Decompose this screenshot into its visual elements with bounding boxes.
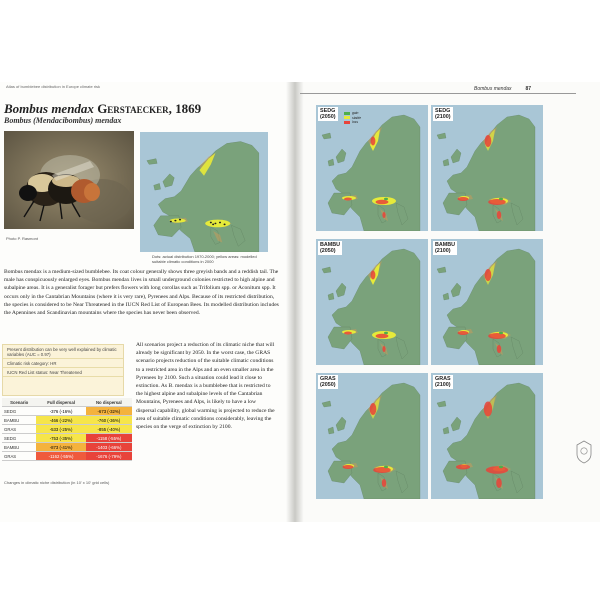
gain-area — [499, 332, 503, 334]
gain-area — [499, 198, 503, 200]
loss-area — [344, 198, 352, 201]
loss-area — [485, 135, 492, 147]
loss-area — [382, 346, 385, 352]
loss-area — [488, 199, 506, 205]
publisher-crest-icon — [576, 440, 592, 464]
description-paragraph: Bombus mendax is a medium-sized bumblebee. Its coat colour generally shows three greyish bands and a reddish tail. The male has conspicuously enlarged eyes. Bombus mendax lives in small underground colonies restricted to high alpine and subalpine areas. It is a generalist forager but prefers flowers with long corollas such as Trifolium spp. or Aconitum spp. It occurs only in the Cantabrian Mountains (where it is very rare), Pyrenees and Alps. Because of its restricted distribution, the species is considered to be Near Threatened in the IUCN Red List of European Bees. Its modelled distribution includes the Apennines and Scandinavian mountains where the species has never been observed. — [4, 269, 279, 317]
bumblebee-photo — [4, 131, 134, 229]
map-legend: gain stable loss — [344, 111, 361, 125]
modelled-area — [170, 218, 186, 222]
species-subgenus: Bombus (Mendacibombus) mendax — [4, 116, 122, 125]
species-title: Bombus mendax Gerstaecker, 1869 — [4, 101, 202, 116]
gain-area — [384, 466, 388, 468]
statistics-box — [2, 344, 124, 396]
map-label: SEDG (2050) — [320, 108, 336, 120]
scenario-discussion — [136, 341, 276, 431]
table-row: SEDG -376 (-16%) -673 (-32%) — [2, 407, 132, 416]
modelled-area — [205, 220, 230, 228]
loss-area — [370, 403, 377, 415]
stat-iucn-status: IUCN Red List status: Near Threatened — [3, 368, 123, 377]
loss-area — [458, 331, 469, 335]
main-distribution-map — [140, 132, 268, 252]
stat-risk-category: Climatic risk category: HR — [3, 359, 123, 368]
loss-area — [373, 467, 391, 473]
occurrence-dot — [224, 224, 226, 226]
loss-area — [376, 200, 389, 205]
table-header-full: Full dispersal — [36, 398, 85, 407]
gain-area — [384, 332, 388, 334]
table-row: SEDG -753 (-35%) -1158 (-55%) — [2, 434, 132, 443]
table-row: GRAS -533 (-25%) -855 (-40%) — [2, 425, 132, 434]
occurrence-dot — [179, 219, 181, 221]
occurrence-dot — [214, 223, 216, 225]
header-rule — [300, 93, 576, 94]
book-gutter — [286, 82, 304, 522]
loss-area — [486, 466, 508, 474]
table-caption: Changes in climatic niche distribution (in 10' x 10' grid cells) — [4, 480, 110, 485]
table-header-scenario: Scenario — [2, 398, 36, 407]
loss-area — [497, 345, 501, 353]
gain-area — [384, 198, 388, 200]
map-label: BAMBU (2100) — [435, 242, 456, 254]
map-label: GRAS (2100) — [435, 376, 451, 388]
species-description — [4, 268, 280, 317]
map-label: SEDG (2100) — [435, 108, 451, 120]
occurrence-dot — [219, 222, 221, 224]
occurrence-dot — [170, 221, 172, 223]
page-number: 87 — [525, 86, 532, 92]
occurrence-dot — [210, 222, 212, 224]
occurrence-dot — [174, 220, 176, 222]
stat-auc: Present distribution can be very well explained by climatic variables (AUC = 0.97) — [3, 345, 123, 359]
table-row: BAMBU -466 (-22%) -760 (-36%) — [2, 416, 132, 425]
loss-area — [484, 402, 492, 417]
loss-area — [458, 197, 469, 201]
loss-area — [344, 332, 352, 335]
map-caption: Dots: actual distribution 1970-2000; yellow areas: modelled suitable climatic conditions in 2000 — [152, 254, 257, 264]
map-label: GRAS (2050) — [320, 376, 336, 388]
running-header-left: Atlas of bumblebee distribution in Europe climate risk — [6, 84, 101, 89]
loss-area — [456, 465, 470, 470]
discussion-paragraph: All scenarios project a reduction of its climatic niche that will already be significant by 2050. In the worst case, the GRAS scenario projects reduction of the suitable climatic conditions to a restricted area in the Alps and an even smaller area in the Pyrenees by 2100. Such a situation could lead it close to extinction. As B. mendax is a bumblebee that is restricted to the highest alpine and subalpine levels of the Cantabrian Mountains, Pyrenees and Alps, is likely to have a low dispersal capability, global warming is projected to reduce the area of suitable climatic conditions considerably, leaving the species on the verge of extinction by 2100. — [136, 342, 275, 431]
loss-area — [371, 271, 376, 280]
gain-area — [499, 466, 503, 468]
map-bambu-2050 — [316, 239, 428, 365]
running-header-right: Bombus mendax 87 — [474, 86, 532, 92]
loss-area — [496, 478, 502, 488]
table-header-no: No dispersal — [86, 398, 132, 407]
loss-area — [382, 479, 386, 487]
loss-area — [371, 137, 376, 146]
map-sedg-2050 — [316, 105, 428, 231]
occurrence-dot — [212, 224, 214, 226]
map-label: BAMBU (2050) — [320, 242, 341, 254]
map-bambu-2100 — [431, 239, 543, 365]
map-gras-2100 — [431, 373, 543, 499]
loss-area — [485, 269, 492, 281]
photo-credit: Photo P. Rasmont — [6, 236, 38, 241]
loss-area — [488, 333, 506, 339]
map-gras-2050 — [316, 373, 428, 499]
scenario-table — [2, 398, 132, 461]
loss-area — [382, 212, 385, 218]
loss-area — [376, 334, 389, 339]
table-row: BAMBU -873 (-41%) -1403 (-66%) — [2, 443, 132, 452]
loss-area — [343, 465, 354, 469]
table-row: GRAS -1162 (-55%) -1676 (-79%) — [2, 452, 132, 461]
loss-area — [497, 211, 501, 219]
map-sedg-2100 — [431, 105, 543, 231]
